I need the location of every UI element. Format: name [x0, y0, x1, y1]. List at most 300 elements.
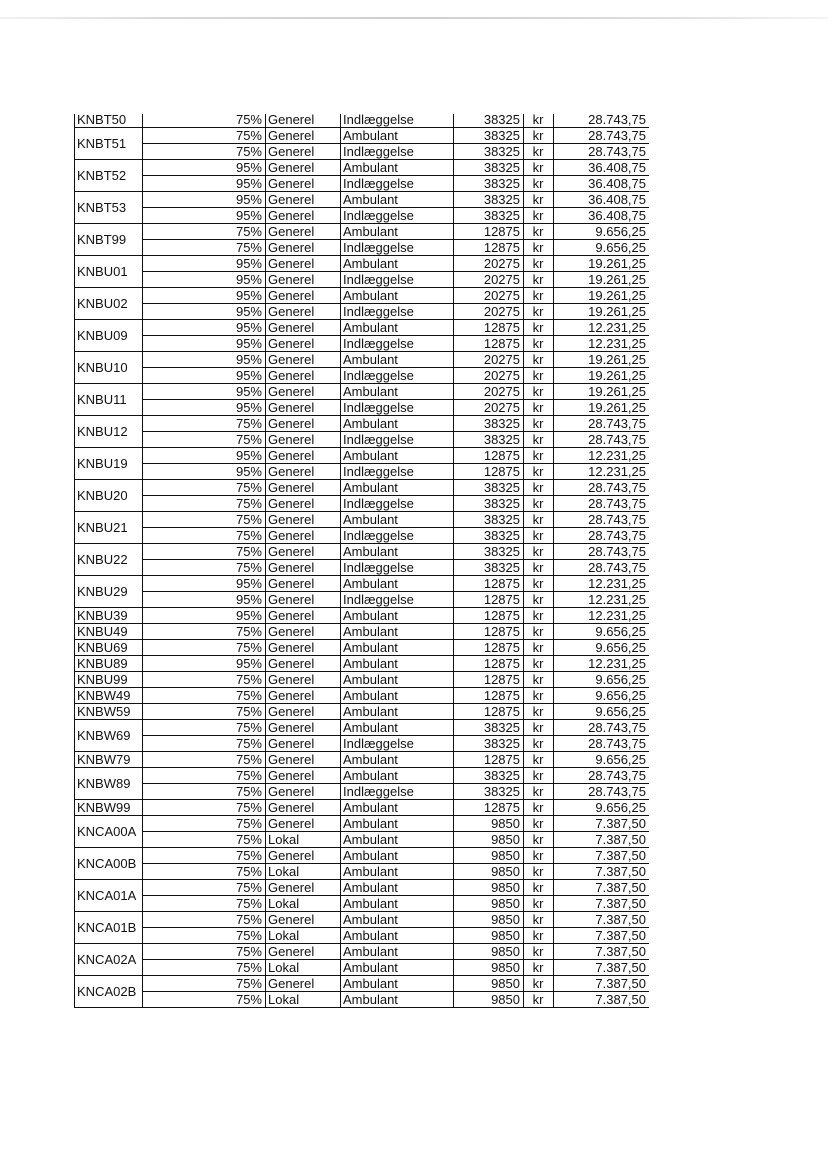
currency-cell: kr — [524, 864, 554, 880]
type-cell: Generel — [266, 368, 341, 384]
amount-cell: 9850 — [454, 992, 524, 1008]
table-row — [75, 256, 650, 272]
table-row — [75, 368, 650, 384]
table-row — [75, 192, 650, 208]
currency-cell: kr — [524, 288, 554, 304]
currency-cell: kr — [524, 816, 554, 832]
table-row — [75, 432, 650, 448]
amount-cell: 12875 — [454, 464, 524, 480]
amount-cell: 20275 — [454, 384, 524, 400]
percentage-cell: 75% — [143, 114, 266, 128]
table-row — [75, 672, 650, 688]
treatment-kind-cell: Ambulant — [341, 848, 454, 864]
treatment-kind-cell: Indlæggelse — [341, 736, 454, 752]
treatment-kind-cell: Ambulant — [341, 688, 454, 704]
amount-cell: 12875 — [454, 672, 524, 688]
value-cell: 7.387,50 — [554, 864, 650, 880]
type-cell: Generel — [266, 704, 341, 720]
type-cell: Generel — [266, 384, 341, 400]
diagnosis-code-cell: KNBT50 — [75, 114, 143, 128]
amount-cell: 9850 — [454, 880, 524, 896]
diagnosis-code-cell: KNBU89 — [75, 656, 143, 672]
amount-cell: 38325 — [454, 560, 524, 576]
type-cell: Lokal — [266, 928, 341, 944]
currency-cell: kr — [524, 272, 554, 288]
currency-cell: kr — [524, 672, 554, 688]
percentage-cell: 95% — [143, 400, 266, 416]
value-cell: 12.231,25 — [554, 608, 650, 624]
value-cell: 12.231,25 — [554, 592, 650, 608]
percentage-cell: 75% — [143, 864, 266, 880]
treatment-kind-cell: Ambulant — [341, 640, 454, 656]
amount-cell: 12875 — [454, 224, 524, 240]
percentage-cell: 95% — [143, 208, 266, 224]
table-row — [75, 752, 650, 768]
diagnosis-code-cell: KNBU99 — [75, 672, 143, 688]
currency-cell: kr — [524, 512, 554, 528]
treatment-kind-cell: Ambulant — [341, 192, 454, 208]
amount-cell: 12875 — [454, 336, 524, 352]
type-cell: Generel — [266, 352, 341, 368]
percentage-cell: 95% — [143, 352, 266, 368]
value-cell: 7.387,50 — [554, 976, 650, 992]
amount-cell: 20275 — [454, 288, 524, 304]
table-row — [75, 304, 650, 320]
currency-cell: kr — [524, 384, 554, 400]
table-row — [75, 128, 650, 144]
amount-cell: 12875 — [454, 752, 524, 768]
diagnosis-code-cell: KNBT52 — [75, 160, 143, 192]
currency-cell: kr — [524, 800, 554, 816]
currency-cell: kr — [524, 848, 554, 864]
table-row — [75, 114, 650, 128]
treatment-kind-cell: Ambulant — [341, 912, 454, 928]
percentage-cell: 75% — [143, 816, 266, 832]
treatment-kind-cell: Ambulant — [341, 816, 454, 832]
amount-cell: 38325 — [454, 544, 524, 560]
treatment-kind-cell: Ambulant — [341, 128, 454, 144]
value-cell: 28.743,75 — [554, 544, 650, 560]
percentage-cell: 75% — [143, 672, 266, 688]
table-row — [75, 480, 650, 496]
value-cell: 28.743,75 — [554, 128, 650, 144]
treatment-kind-cell: Indlæggelse — [341, 400, 454, 416]
value-cell: 28.743,75 — [554, 512, 650, 528]
value-cell: 36.408,75 — [554, 208, 650, 224]
table-row — [75, 816, 650, 832]
percentage-cell: 95% — [143, 192, 266, 208]
percentage-cell: 75% — [143, 976, 266, 992]
currency-cell: kr — [524, 896, 554, 912]
treatment-kind-cell: Ambulant — [341, 608, 454, 624]
treatment-kind-cell: Ambulant — [341, 448, 454, 464]
type-cell: Generel — [266, 528, 341, 544]
percentage-cell: 95% — [143, 384, 266, 400]
treatment-kind-cell: Ambulant — [341, 992, 454, 1008]
treatment-kind-cell: Ambulant — [341, 416, 454, 432]
table-row — [75, 464, 650, 480]
amount-cell: 38325 — [454, 768, 524, 784]
table-row — [75, 336, 650, 352]
table-row — [75, 448, 650, 464]
percentage-cell: 75% — [143, 688, 266, 704]
treatment-kind-cell: Ambulant — [341, 672, 454, 688]
diagnosis-code-cell: KNCA00B — [75, 848, 143, 880]
amount-cell: 20275 — [454, 352, 524, 368]
value-cell: 9.656,25 — [554, 800, 650, 816]
value-cell: 28.743,75 — [554, 114, 650, 128]
type-cell: Generel — [266, 192, 341, 208]
amount-cell: 38325 — [454, 128, 524, 144]
type-cell: Generel — [266, 816, 341, 832]
value-cell: 28.743,75 — [554, 768, 650, 784]
type-cell: Generel — [266, 336, 341, 352]
amount-cell: 12875 — [454, 448, 524, 464]
diagnosis-code-cell: KNBU09 — [75, 320, 143, 352]
type-cell: Generel — [266, 176, 341, 192]
currency-cell: kr — [524, 496, 554, 512]
percentage-cell: 75% — [143, 624, 266, 640]
table-row — [75, 352, 650, 368]
diagnosis-code-cell: KNBU20 — [75, 480, 143, 512]
amount-cell: 20275 — [454, 368, 524, 384]
type-cell: Lokal — [266, 832, 341, 848]
value-cell: 19.261,25 — [554, 368, 650, 384]
table-row — [75, 544, 650, 560]
treatment-kind-cell: Indlæggelse — [341, 144, 454, 160]
type-cell: Generel — [266, 128, 341, 144]
table-row — [75, 704, 650, 720]
table-row — [75, 976, 650, 992]
table-row — [75, 144, 650, 160]
percentage-cell: 95% — [143, 656, 266, 672]
treatment-kind-cell: Ambulant — [341, 352, 454, 368]
value-cell: 9.656,25 — [554, 640, 650, 656]
treatment-kind-cell: Ambulant — [341, 896, 454, 912]
value-cell: 7.387,50 — [554, 944, 650, 960]
price-table — [74, 114, 649, 1008]
type-cell: Generel — [266, 496, 341, 512]
diagnosis-code-cell: KNBW79 — [75, 752, 143, 768]
price-table-body — [75, 114, 650, 1008]
percentage-cell: 75% — [143, 512, 266, 528]
percentage-cell: 95% — [143, 320, 266, 336]
amount-cell: 38325 — [454, 496, 524, 512]
diagnosis-code-cell: KNBU10 — [75, 352, 143, 384]
percentage-cell: 75% — [143, 848, 266, 864]
table-row — [75, 576, 650, 592]
currency-cell: kr — [524, 464, 554, 480]
value-cell: 28.743,75 — [554, 144, 650, 160]
currency-cell: kr — [524, 224, 554, 240]
treatment-kind-cell: Indlæggelse — [341, 368, 454, 384]
amount-cell: 12875 — [454, 608, 524, 624]
percentage-cell: 75% — [143, 896, 266, 912]
treatment-kind-cell: Ambulant — [341, 256, 454, 272]
type-cell: Generel — [266, 114, 341, 128]
table-row — [75, 656, 650, 672]
table-row — [75, 208, 650, 224]
table-row — [75, 640, 650, 656]
type-cell: Generel — [266, 208, 341, 224]
value-cell: 19.261,25 — [554, 304, 650, 320]
treatment-kind-cell: Indlæggelse — [341, 432, 454, 448]
diagnosis-code-cell: KNBU21 — [75, 512, 143, 544]
table-row — [75, 912, 650, 928]
currency-cell: kr — [524, 416, 554, 432]
currency-cell: kr — [524, 144, 554, 160]
percentage-cell: 95% — [143, 464, 266, 480]
table-row — [75, 768, 650, 784]
treatment-kind-cell: Ambulant — [341, 880, 454, 896]
currency-cell: kr — [524, 976, 554, 992]
type-cell: Generel — [266, 656, 341, 672]
percentage-cell: 75% — [143, 480, 266, 496]
currency-cell: kr — [524, 176, 554, 192]
percentage-cell: 75% — [143, 736, 266, 752]
value-cell: 9.656,25 — [554, 704, 650, 720]
percentage-cell: 75% — [143, 752, 266, 768]
treatment-kind-cell: Ambulant — [341, 928, 454, 944]
amount-cell: 20275 — [454, 400, 524, 416]
treatment-kind-cell: Indlæggelse — [341, 336, 454, 352]
value-cell: 12.231,25 — [554, 656, 650, 672]
value-cell: 19.261,25 — [554, 256, 650, 272]
table-row — [75, 896, 650, 912]
value-cell: 28.743,75 — [554, 784, 650, 800]
diagnosis-code-cell: KNBU39 — [75, 608, 143, 624]
table-row — [75, 224, 650, 240]
percentage-cell: 95% — [143, 176, 266, 192]
type-cell: Generel — [266, 672, 341, 688]
percentage-cell: 75% — [143, 768, 266, 784]
treatment-kind-cell: Ambulant — [341, 752, 454, 768]
value-cell: 7.387,50 — [554, 832, 650, 848]
amount-cell: 38325 — [454, 736, 524, 752]
amount-cell: 38325 — [454, 720, 524, 736]
treatment-kind-cell: Indlæggelse — [341, 528, 454, 544]
diagnosis-code-cell: KNBU69 — [75, 640, 143, 656]
value-cell: 12.231,25 — [554, 336, 650, 352]
type-cell: Generel — [266, 480, 341, 496]
value-cell: 36.408,75 — [554, 176, 650, 192]
table-row — [75, 736, 650, 752]
currency-cell: kr — [524, 592, 554, 608]
treatment-kind-cell: Indlæggelse — [341, 560, 454, 576]
currency-cell: kr — [524, 544, 554, 560]
value-cell: 28.743,75 — [554, 496, 650, 512]
percentage-cell: 75% — [143, 416, 266, 432]
treatment-kind-cell: Ambulant — [341, 288, 454, 304]
type-cell: Generel — [266, 432, 341, 448]
currency-cell: kr — [524, 560, 554, 576]
treatment-kind-cell: Indlæggelse — [341, 464, 454, 480]
type-cell: Generel — [266, 880, 341, 896]
diagnosis-code-cell: KNBU02 — [75, 288, 143, 320]
value-cell: 9.656,25 — [554, 672, 650, 688]
currency-cell: kr — [524, 944, 554, 960]
type-cell: Generel — [266, 976, 341, 992]
value-cell: 7.387,50 — [554, 960, 650, 976]
amount-cell: 38325 — [454, 784, 524, 800]
table-row — [75, 272, 650, 288]
diagnosis-code-cell: KNBW59 — [75, 704, 143, 720]
diagnosis-code-cell: KNCA02B — [75, 976, 143, 1008]
amount-cell: 12875 — [454, 688, 524, 704]
type-cell: Generel — [266, 576, 341, 592]
value-cell: 19.261,25 — [554, 384, 650, 400]
value-cell: 12.231,25 — [554, 464, 650, 480]
type-cell: Generel — [266, 800, 341, 816]
percentage-cell: 95% — [143, 304, 266, 320]
treatment-kind-cell: Ambulant — [341, 656, 454, 672]
value-cell: 9.656,25 — [554, 224, 650, 240]
value-cell: 28.743,75 — [554, 560, 650, 576]
treatment-kind-cell: Indlæggelse — [341, 304, 454, 320]
currency-cell: kr — [524, 432, 554, 448]
table-row — [75, 416, 650, 432]
value-cell: 28.743,75 — [554, 528, 650, 544]
value-cell: 7.387,50 — [554, 928, 650, 944]
amount-cell: 38325 — [454, 416, 524, 432]
type-cell: Generel — [266, 144, 341, 160]
treatment-kind-cell: Ambulant — [341, 976, 454, 992]
type-cell: Lokal — [266, 864, 341, 880]
diagnosis-code-cell: KNBU19 — [75, 448, 143, 480]
diagnosis-code-cell: KNBU11 — [75, 384, 143, 416]
treatment-kind-cell: Indlæggelse — [341, 240, 454, 256]
table-row — [75, 944, 650, 960]
percentage-cell: 95% — [143, 368, 266, 384]
percentage-cell: 95% — [143, 288, 266, 304]
type-cell: Generel — [266, 272, 341, 288]
treatment-kind-cell: Ambulant — [341, 224, 454, 240]
table-row — [75, 240, 650, 256]
currency-cell: kr — [524, 320, 554, 336]
amount-cell: 12875 — [454, 624, 524, 640]
amount-cell: 9850 — [454, 816, 524, 832]
currency-cell: kr — [524, 736, 554, 752]
value-cell: 12.231,25 — [554, 320, 650, 336]
percentage-cell: 75% — [143, 496, 266, 512]
percentage-cell: 75% — [143, 128, 266, 144]
value-cell: 7.387,50 — [554, 816, 650, 832]
value-cell: 28.743,75 — [554, 736, 650, 752]
currency-cell: kr — [524, 368, 554, 384]
percentage-cell: 75% — [143, 544, 266, 560]
type-cell: Generel — [266, 160, 341, 176]
percentage-cell: 75% — [143, 432, 266, 448]
treatment-kind-cell: Indlæggelse — [341, 176, 454, 192]
amount-cell: 38325 — [454, 512, 524, 528]
value-cell: 28.743,75 — [554, 432, 650, 448]
percentage-cell: 75% — [143, 640, 266, 656]
currency-cell: kr — [524, 128, 554, 144]
currency-cell: kr — [524, 608, 554, 624]
currency-cell: kr — [524, 688, 554, 704]
table-row — [75, 176, 650, 192]
diagnosis-code-cell: KNBU49 — [75, 624, 143, 640]
table-row — [75, 864, 650, 880]
table-row — [75, 832, 650, 848]
treatment-kind-cell: Ambulant — [341, 576, 454, 592]
table-row — [75, 384, 650, 400]
amount-cell: 9850 — [454, 896, 524, 912]
percentage-cell: 95% — [143, 448, 266, 464]
amount-cell: 38325 — [454, 176, 524, 192]
currency-cell: kr — [524, 752, 554, 768]
currency-cell: kr — [524, 624, 554, 640]
value-cell: 7.387,50 — [554, 992, 650, 1008]
amount-cell: 38325 — [454, 480, 524, 496]
treatment-kind-cell: Indlæggelse — [341, 208, 454, 224]
diagnosis-code-cell: KNCA01A — [75, 880, 143, 912]
diagnosis-code-cell: KNBT99 — [75, 224, 143, 256]
currency-cell: kr — [524, 960, 554, 976]
currency-cell: kr — [524, 928, 554, 944]
type-cell: Generel — [266, 640, 341, 656]
table-row — [75, 512, 650, 528]
value-cell: 12.231,25 — [554, 448, 650, 464]
type-cell: Generel — [266, 592, 341, 608]
value-cell: 7.387,50 — [554, 912, 650, 928]
percentage-cell: 75% — [143, 992, 266, 1008]
amount-cell: 9850 — [454, 928, 524, 944]
percentage-cell: 75% — [143, 528, 266, 544]
type-cell: Generel — [266, 944, 341, 960]
amount-cell: 9850 — [454, 832, 524, 848]
treatment-kind-cell: Ambulant — [341, 384, 454, 400]
table-row — [75, 688, 650, 704]
currency-cell: kr — [524, 784, 554, 800]
table-row — [75, 528, 650, 544]
value-cell: 7.387,50 — [554, 848, 650, 864]
type-cell: Generel — [266, 768, 341, 784]
table-row — [75, 288, 650, 304]
type-cell: Generel — [266, 224, 341, 240]
table-row — [75, 160, 650, 176]
table-row — [75, 624, 650, 640]
table-row — [75, 560, 650, 576]
amount-cell: 12875 — [454, 640, 524, 656]
currency-cell: kr — [524, 640, 554, 656]
amount-cell: 12875 — [454, 592, 524, 608]
percentage-cell: 75% — [143, 240, 266, 256]
diagnosis-code-cell: KNBW89 — [75, 768, 143, 800]
percentage-cell: 75% — [143, 704, 266, 720]
currency-cell: kr — [524, 208, 554, 224]
currency-cell: kr — [524, 576, 554, 592]
type-cell: Generel — [266, 256, 341, 272]
table-row — [75, 928, 650, 944]
treatment-kind-cell: Ambulant — [341, 944, 454, 960]
type-cell: Generel — [266, 560, 341, 576]
type-cell: Generel — [266, 416, 341, 432]
type-cell: Generel — [266, 736, 341, 752]
percentage-cell: 95% — [143, 336, 266, 352]
currency-cell: kr — [524, 240, 554, 256]
amount-cell: 9850 — [454, 976, 524, 992]
value-cell: 7.387,50 — [554, 880, 650, 896]
table-row — [75, 496, 650, 512]
type-cell: Generel — [266, 784, 341, 800]
amount-cell: 12875 — [454, 800, 524, 816]
percentage-cell: 95% — [143, 576, 266, 592]
table-row — [75, 400, 650, 416]
percentage-cell: 75% — [143, 928, 266, 944]
treatment-kind-cell: Ambulant — [341, 160, 454, 176]
type-cell: Generel — [266, 288, 341, 304]
